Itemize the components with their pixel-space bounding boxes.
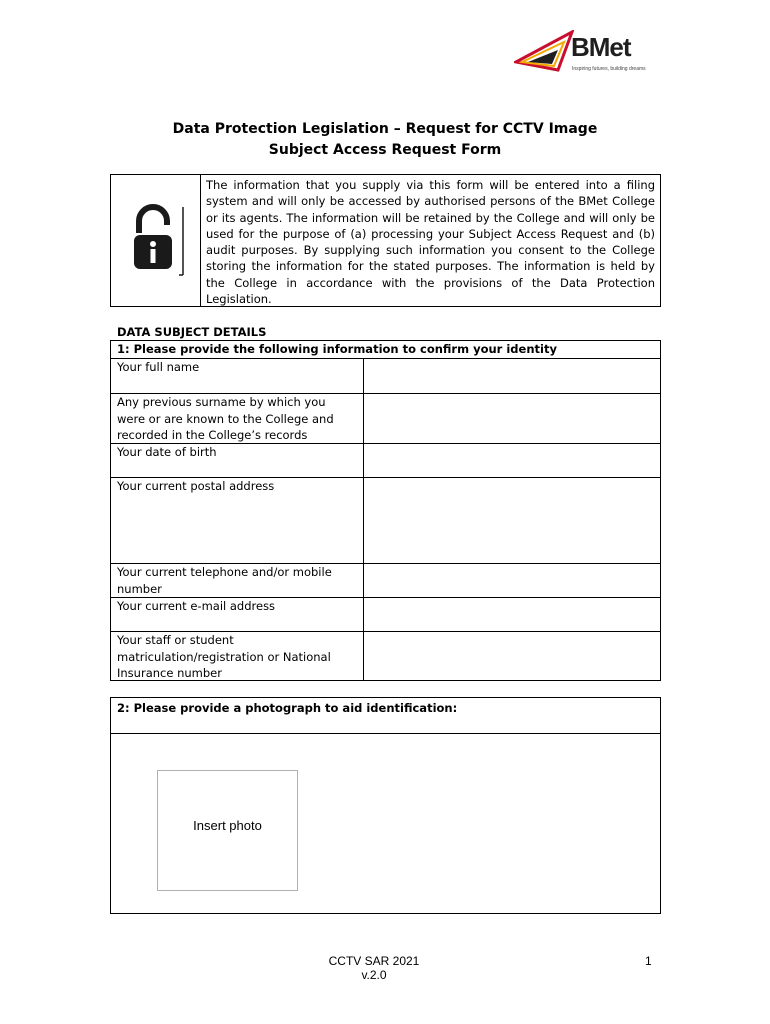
field-label-previous-surname: Any previous surname by which you were or are known to the College and recorded in the College’s records xyxy=(117,395,334,442)
table-row xyxy=(111,358,660,393)
notice-icon-cell xyxy=(111,175,201,306)
field-label-student-id: Your staff or student matriculation/registration or National Insurance number xyxy=(117,633,331,680)
field-label-telephone: Your current telephone and/or mobile number xyxy=(117,565,332,596)
table-row xyxy=(111,563,660,597)
student-id-field[interactable] xyxy=(364,632,660,681)
telephone-field[interactable] xyxy=(364,564,660,597)
table-row xyxy=(111,597,660,631)
privacy-notice-box xyxy=(110,174,661,307)
table-row xyxy=(111,631,660,680)
table-row xyxy=(111,393,660,443)
bmet-logo-mark-icon xyxy=(514,30,574,76)
full-name-field[interactable] xyxy=(364,359,660,393)
field-label-postal-address: Your current postal address xyxy=(117,479,275,493)
identity-table-heading: 1: Please provide the following information to confirm your identity xyxy=(117,342,557,356)
photo-placeholder-text: Insert photo xyxy=(193,818,262,833)
logo-tagline: Inspiring futures, building dreams xyxy=(572,66,646,72)
footer-doc-ref: CCTV SAR 2021 xyxy=(328,954,420,968)
footer-page-number: 1 xyxy=(645,954,652,968)
postal-address-field[interactable] xyxy=(364,478,660,563)
bmet-logo xyxy=(514,30,644,76)
previous-surname-field[interactable] xyxy=(364,394,660,443)
footer-version: v.2.0 xyxy=(361,968,387,982)
field-label-email: Your current e-mail address xyxy=(117,599,276,613)
logo-wordmark: BMet xyxy=(571,32,631,62)
table-row xyxy=(111,443,660,477)
page-subtitle: Subject Access Request Form xyxy=(268,142,502,158)
identity-table xyxy=(110,340,661,681)
photo-table-heading: 2: Please provide a photograph to aid identification: xyxy=(117,701,458,715)
section-label-data-subject: DATA SUBJECT DETAILS xyxy=(117,325,267,339)
privacy-notice-text: The information that you supply via this form will be entered into a filing system and will only be accessed by authorised persons of the BMet College or its agents. The information will be retained by the College and will only be used for the purpose of (a) processing your Subject Access Request and (b) audit purposes. By supplying such information you consent to the College storing the information for the stated purposes. The information is held by the College in accordance with the provisions of the Data Protection Legislation. xyxy=(206,178,655,307)
table-row xyxy=(111,477,660,563)
email-field[interactable] xyxy=(364,598,660,631)
field-label-date-of-birth: Your date of birth xyxy=(117,445,217,459)
page-title: Data Protection Legislation – Request for CCTV Image xyxy=(172,121,598,137)
photo-upload-area[interactable] xyxy=(157,770,298,891)
unlocked-padlock-info-icon xyxy=(131,203,191,283)
field-label-full-name: Your full name xyxy=(117,360,200,374)
date-of-birth-field[interactable] xyxy=(364,444,660,477)
